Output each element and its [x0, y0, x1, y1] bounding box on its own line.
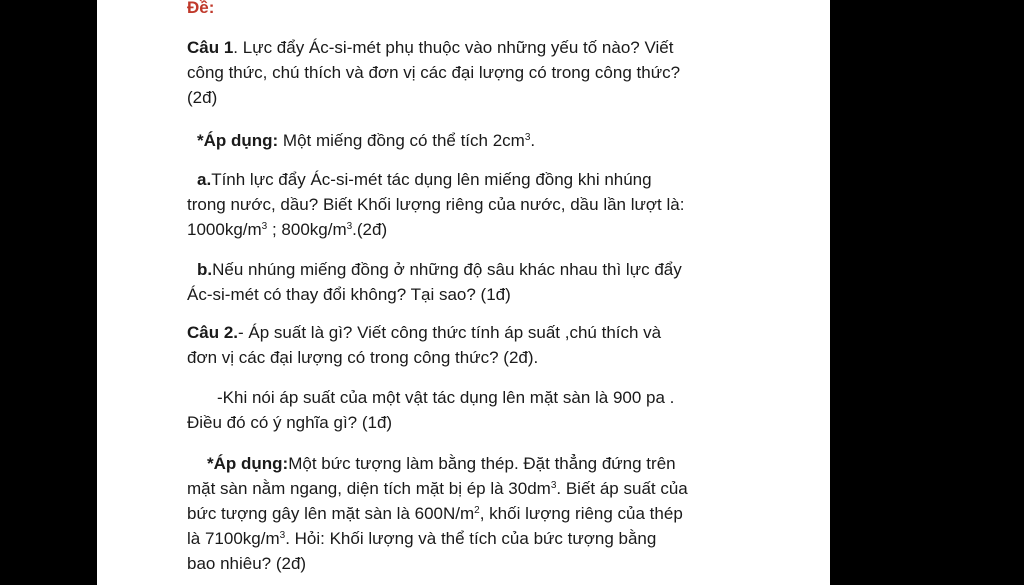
heading-de: Đề:: [187, 0, 215, 17]
part-b-line-1: Nếu nhúng miếng đồng ở những độ sâu khác nhau thì lực đẩy: [212, 260, 682, 279]
application-2-line-4a: là 7100kg/m: [187, 529, 280, 548]
question-2b-line-1: -Khi nói áp suất của một vật tác dụng lên mặt sàn là 900 pa .: [217, 388, 675, 407]
part-a-line-3a: 1000kg/m: [187, 220, 262, 239]
part-a-line-3b: ; 800kg/m: [267, 220, 347, 239]
part-a: [187, 167, 787, 242]
superscript: 3: [261, 221, 268, 232]
question-2-label: Câu 2.: [187, 323, 239, 342]
application-2-line-3a: bức tượng gây lên mặt sàn là 600N/m: [187, 504, 475, 523]
part-a-label: a.: [197, 170, 212, 189]
application-2-line-4b: . Hỏi: Khối lượng và thể tích của bức tượng bằng: [285, 529, 657, 548]
application-2-line-5: bao nhiêu? (2đ): [187, 554, 307, 573]
application-2-line-1: Một bức tượng làm bằng thép. Đặt thẳng đứng trên: [288, 454, 676, 473]
part-a-line-3c: .(2đ): [352, 220, 388, 239]
superscript: 2: [474, 505, 480, 516]
application-1-end: .: [530, 131, 536, 150]
document-page: [97, 0, 830, 585]
question-1-line-1: . Lực đẩy Ác-si-mét phụ thuộc vào những yếu tố nào? Viết: [233, 38, 674, 57]
application-2: [187, 451, 787, 576]
application-1-text: Một miếng đồng có thể tích 2cm: [278, 131, 525, 150]
question-2: [187, 320, 787, 370]
question-2-line-1: - Áp suất là gì? Viết công thức tính áp suất ,chú thích và: [238, 323, 662, 342]
part-b-line-2: Ác-si-mét có thay đổi không? Tại sao? (1đ): [187, 285, 511, 304]
part-a-line-1: Tính lực đẩy Ác-si-mét tác dụng lên miếng đồng khi nhúng: [211, 170, 652, 189]
application-2-label: *Áp dụng:: [207, 454, 289, 473]
question-1-label: Câu 1: [187, 38, 234, 57]
part-a-line-2: trong nước, dầu? Biết Khối lượng riêng của nước, dầu lần lượt là:: [187, 195, 685, 214]
application-1-label: *Áp dụng:: [197, 131, 279, 150]
superscript: 3: [550, 480, 557, 491]
part-b: [187, 257, 787, 307]
question-2-line-2: đơn vị các đại lượng có trong công thức? (2đ).: [187, 348, 539, 367]
question-1: [187, 35, 787, 110]
application-2-line-2a: mặt sàn nằm ngang, diện tích mặt bị ép là 30dm: [187, 479, 551, 498]
application-2-line-3b: , khối lượng riêng của thép: [479, 504, 683, 523]
question-1-line-2: công thức, chú thích và đơn vị các đại lượng có trong công thức?: [187, 63, 681, 82]
superscript: 3: [279, 530, 286, 541]
application-2-line-2b: . Biết áp suất của: [556, 479, 688, 498]
question-2b: [187, 385, 787, 435]
application-1: [197, 128, 797, 153]
question-2b-line-2: Điều đó có ý nghĩa gì? (1đ): [187, 413, 393, 432]
question-1-line-3: (2đ): [187, 88, 218, 107]
superscript: 3: [346, 221, 353, 232]
superscript: 3: [524, 132, 531, 143]
part-b-label: b.: [197, 260, 213, 279]
